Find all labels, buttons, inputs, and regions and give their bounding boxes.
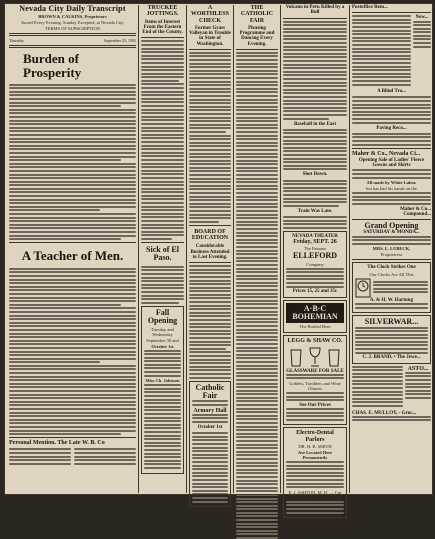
headline-baseball: Baseball in the East [293,121,337,127]
ad-maher-signature: Maher & Co... [400,206,431,212]
tumbler-icon [290,349,302,367]
article-body [141,40,184,240]
ad-theater-prices: Prices 15, 25 and 35c [292,289,338,295]
ad-abc-bohemian [283,300,347,334]
ad-legg-shaw-title: LEGG & SHAW CO. [287,338,343,345]
ad-grand-opening-days: SATURDAY & MONDA... [363,230,420,236]
article-body [283,216,347,229]
newspaper-page [4,3,433,500]
headline-shot-down: Shot Down. [302,172,328,178]
column-truckee [141,5,184,493]
ad-theater-name: NEVADA THEATER [292,233,338,239]
ad-milliner-name: MRS. L. LUBECK, [372,246,411,252]
ad-bohemian-title: A·B·C BOHEMIAN [286,303,344,324]
ad-theater-date: Friday, SEPT. 26 [293,239,337,245]
ad-clock-sub: Our Clocks Are All This [369,271,414,277]
column-rule [349,5,350,493]
headline-personal-mention: Personal Mention. The Late W. B. Co [9,440,105,447]
ad-our-prices: See Our Prices [299,402,331,408]
ad-theater-type: Company [306,261,324,267]
column-worthless-check [189,5,231,493]
ad-electro-dental-doctor: DR. H. B. SMITH [298,444,332,450]
tumbler-icon [328,349,340,367]
article-body [141,266,184,304]
headline-sick-of-el-paso: Sick of El Paso. [146,245,179,263]
ad-clock-title: The Clock Strikes One [367,265,416,271]
masthead-day: Thursday [9,38,25,44]
ad-fall-opening-title: Fall Opening [147,307,178,326]
ad-fall-opening-line: October 1st [151,343,174,349]
column-rule [186,5,187,493]
ad-brand-jeweler: C. J. BRAND, • The Jewe... [362,355,421,361]
ad-clock-strikes [352,262,431,313]
ad-maher-white-labor: All made by White Labor. [366,180,417,186]
column-right-ads [352,5,431,493]
headline-teacher-of-men: A Teacher of Men. [21,248,124,264]
headline-volcano-peru: Volcano in Peru Killed by a Bull [285,5,345,16]
goblet-icon [309,347,321,367]
headline-blind-tra: A Blind Tra... [377,89,406,95]
ad-nevada-theater [283,231,347,298]
ad-maher-opening-sale: Opening Sale of Ladies' Fleece Gowns and Skirts [358,157,425,169]
headline-worthless-check: A WORTHLESS CHECK [190,5,230,24]
ad-mulloy-grocer: CHAS. E. MULLOY, - Groc... [352,410,417,416]
subheadline-catholic-fair: Pleasing Programme and Dancing Every Evening. [239,25,275,47]
ad-fall-opening [141,306,184,474]
masthead-line: Issued Every Evening, Sunday Excepted, at Nevada City [21,20,124,26]
ad-catholic-fair-date: October 1st [197,425,223,430]
ad-electro-dental [283,427,347,518]
article-body [283,129,347,171]
headline-truckee-jottings: TRUCKEE JOTTINGS. [146,5,179,18]
glassware-illustration [286,347,344,367]
ad-maher-line: but has had his hands on the [366,186,417,192]
headline-board-of-education: BOARD OF EDUCATION [191,228,229,242]
ad-fall-opening-line: Tuesday and Wednesday [151,326,174,337]
article-body [9,268,136,435]
ad-electro-dental-footer: E. J. ASHTON, M. D. — Cut Rate [288,489,342,500]
article-body [236,52,278,539]
ad-theater-star: ELLEFORD [292,251,337,261]
masthead-title: Nevada City Daily Transcript [19,4,126,13]
headline-postoffice: Postoffice Rem... [352,5,388,10]
ad-grand-opening: Grand Opening [364,221,419,231]
ad-theater-company-label: The Famous [303,246,327,252]
article-body [189,52,231,223]
headline-burden-of-prosperity: Burden of Prosperity [23,51,82,81]
ad-hartung: A. & H. W. Hartung [369,297,414,303]
headline-news-fragment: New... [415,15,429,21]
article-body [189,265,231,378]
subheadline-worthless-check: Former Grass Valleyan in Trouble in State of Washington. [189,25,231,47]
ad-milliner-title: Proprietress [380,252,403,258]
ad-maher-title: Maher & Co., Nevada Ci... [352,150,421,157]
ad-pasto-fragment: ASTO... [407,365,429,372]
column-catholic-fair [236,5,278,493]
ad-electro-dental-sub: Are Located Here Permanently [297,450,333,461]
masthead-publishers: BROWN & CALKINS, Proprietors [38,14,107,20]
ad-glassware-label: GLASSWARE FOR SALE [286,368,344,374]
headline-paving-reco: Paving Reco... [376,125,407,131]
ad-fall-opening-line: September 30 and [146,337,179,343]
article-body [9,84,136,241]
masthead-date: September 25, 1902 [103,38,136,44]
ad-silverware [352,315,431,363]
ad-fall-opening-proprietor: Miss Ch. Johnson [145,378,180,384]
subheadline-truckee: Items of Interest From the Eastern End of the County. [142,19,183,36]
ad-catholic-fair-title: Catholic Fair [195,382,225,400]
column-rule [280,5,281,493]
column-editorial [9,5,136,493]
ad-electro-dental-title: Electro-Dental Parlors [296,430,334,443]
masthead-line: TERMS OF SUBSCRIPTION [44,26,100,32]
ad-catholic-fair-venue: Armory Hall [193,407,227,414]
column-rule [233,5,234,493]
ad-legg-shaw [283,335,347,425]
subheadline-board-of-education: Considerable Business Attended to Last Evening. [190,244,230,260]
article-body [283,21,347,120]
headline-train-late: Train Was Late. [297,208,333,214]
headline-catholic-fair: THE CATHOLIC FAIR [240,5,274,24]
ad-catholic-fair [189,381,231,508]
article-body [283,180,347,207]
column-rule [138,5,139,493]
clock-icon [355,278,371,298]
ad-silverware-title: SILVERWAR... [364,317,419,327]
column-news-and-ads [283,5,347,500]
ad-goblets-line: Goblets, Tumblers and Wine Glasses [289,381,341,392]
ad-compound-fragment: Compound... [403,211,431,217]
ad-bohemian-sub: The Bottled Beer [299,324,331,330]
